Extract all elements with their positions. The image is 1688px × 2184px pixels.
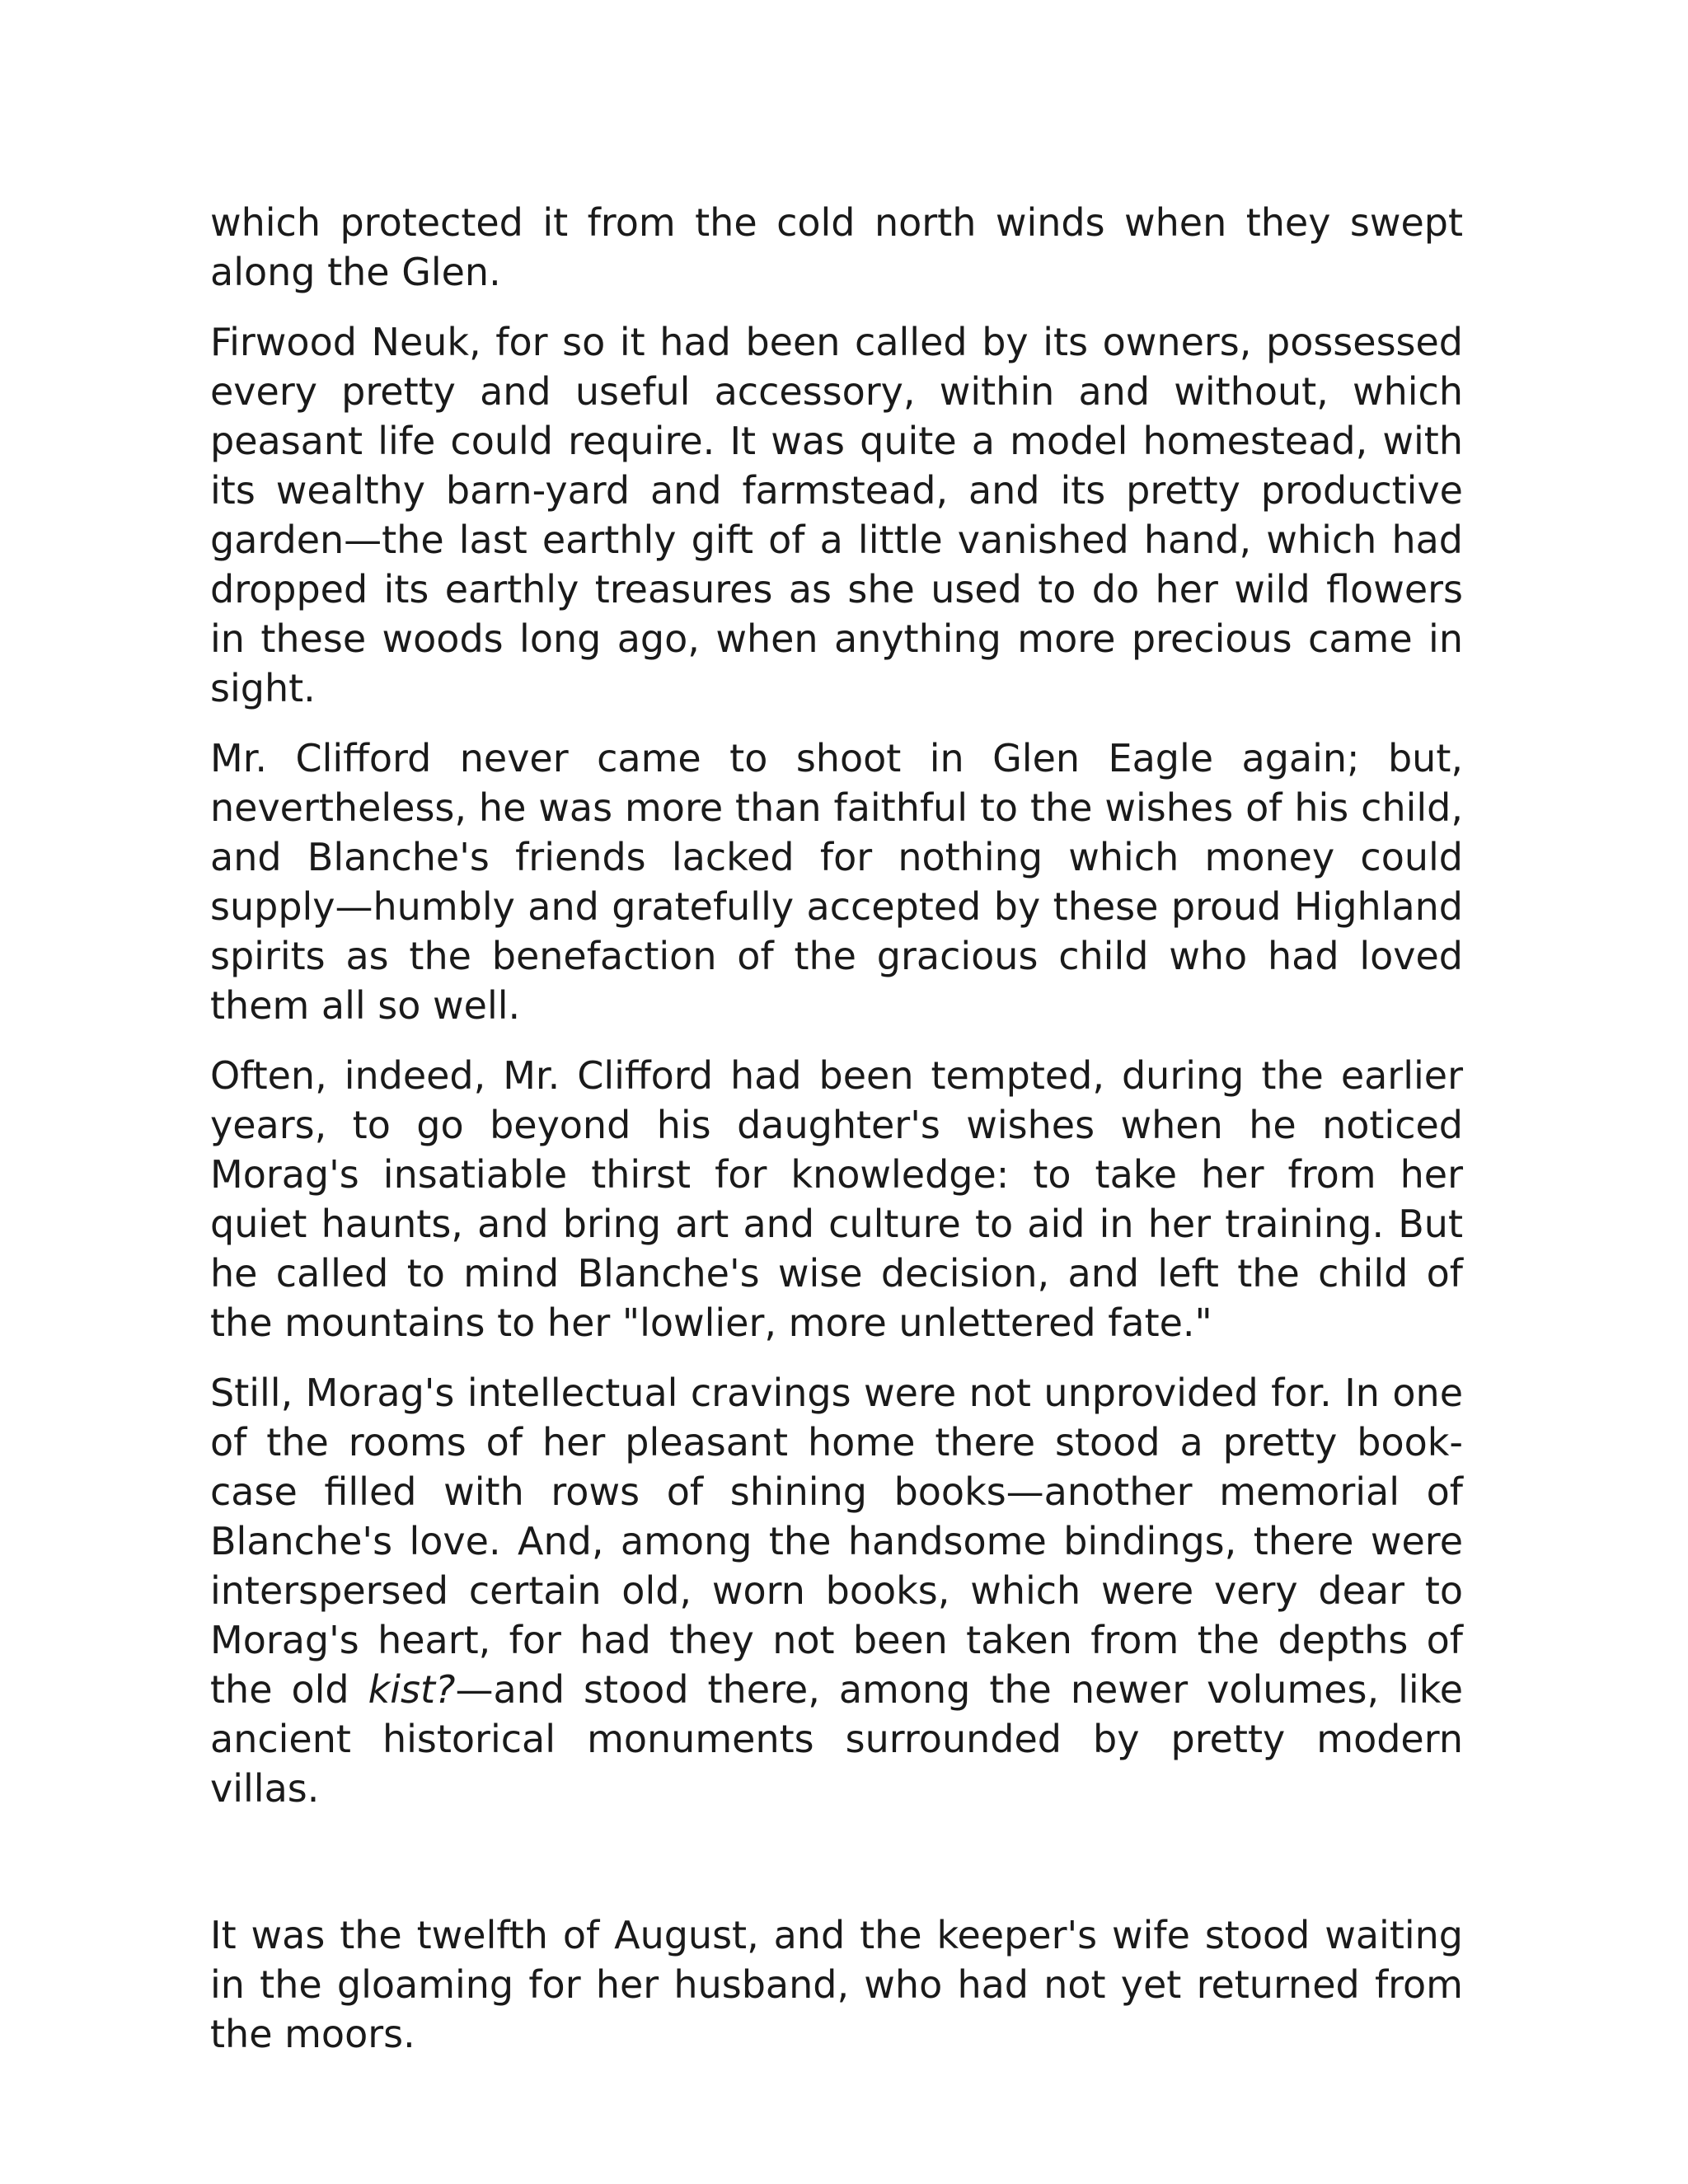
- paragraph-5: [210, 1368, 1463, 1813]
- paragraph-5-text-after: —and stood there, among the newer volumes, like ancient historical monuments surrounded by pretty modern villas.: [210, 1667, 1464, 1811]
- paragraph-6: It was the twelfth of August, and the keeper's wife stood waiting in the gloaming for her husband, who had not yet returned from the moors.: [210, 1913, 1463, 2056]
- paragraph-2: Firwood Neuk, for so it had been called by its owners, possessed every pretty and useful accessory, within and without, which peasant life could require. It was quite a model homestead, with its wealthy barn-yard and farmstead, and its pretty productive garden—the last earthly gift of a little vanished hand, which had dropped its earthly treasures as she used to do her wild flowers in these woods long ago, when anything more precious came in sight.: [210, 320, 1463, 710]
- italic-word-kist: kist?: [368, 1667, 456, 1712]
- paragraph-1: which protected it from the cold north winds when they swept along the Glen.: [210, 200, 1463, 294]
- document-page: [210, 198, 1463, 2079]
- paragraph-3: Mr. Clifford never came to shoot in Glen Eagle again; but, nevertheless, he was more than faithful to the wishes of his child, and Blanche's friends lacked for nothing which money could supply—humbly and gratefully accepted by these proud Highland spirits as the benefaction of the gracious child who had loved them all so well.: [210, 736, 1463, 1028]
- paragraph-5-text-before: Still, Morag's intellectual cravings were not unprovided for. In one of the rooms of her pleasant home there stood a pretty book-case filled with rows of shining books—another memorial of Blanche's love. And, among the handsome bindings, there were interspersed certain old, worn books, which were very dear to Morag's heart, for had they not been taken from the depths of the old: [210, 1371, 1463, 1712]
- paragraph-4: Often, indeed, Mr. Clifford had been tempted, during the earlier years, to go beyond his daughter's wishes when he noticed Morag's insatiable thirst for knowledge: to take her from her quiet haunts, and bring art and culture to aid in her training. But he called to mind Blanche's wise decision, and left the child of the mountains to her "lowlier, more unlettered fate.": [210, 1053, 1463, 1345]
